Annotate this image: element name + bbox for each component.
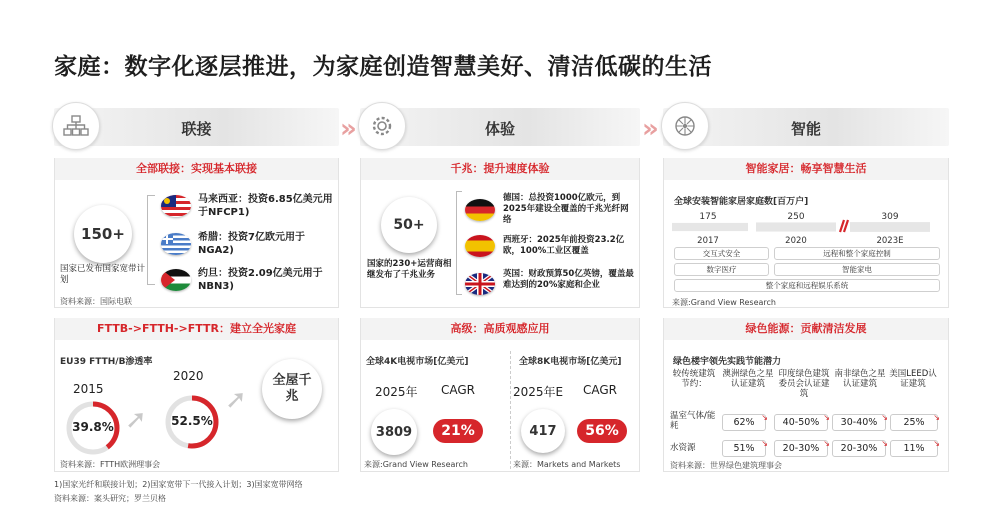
panel-title: 绿色能源：贡献清洁发展 bbox=[664, 318, 948, 340]
malaysia-text: 马来西亚：投资6.85亿美元用于NFCP1) bbox=[198, 194, 333, 218]
tv4k-cagr-badge bbox=[433, 419, 483, 443]
down-arrow-icon: ↘ bbox=[933, 413, 940, 422]
col-header: 美国LEED认证建筑 bbox=[889, 369, 937, 389]
column-label: 体验 bbox=[484, 120, 515, 138]
footnote: 1)国家光纤和联接计划；2)国家宽带下一代接入计划；3)国家宽带网络 bbox=[54, 480, 303, 489]
chevron-right-icon: » bbox=[642, 114, 659, 144]
column-header-connect bbox=[54, 108, 339, 146]
jordan-text: 约旦：投资2.09亿美元用于NBN3) bbox=[198, 268, 323, 292]
tv8k-value-circle bbox=[521, 409, 565, 453]
source-note: 资料来源：国际电联 bbox=[60, 297, 132, 306]
panel-advanced bbox=[360, 318, 640, 472]
smart-home-chart bbox=[672, 205, 942, 245]
panel-title: FTTB->FTTH->FTTR：建立全光家庭 bbox=[55, 318, 338, 340]
value-cell bbox=[832, 440, 886, 457]
growth-arrow-icon: ➚ bbox=[125, 405, 147, 435]
tv8k-value: 417 bbox=[529, 423, 557, 439]
col-header: 印度绿色建筑委员会认证建筑 bbox=[778, 369, 830, 399]
cell-value: 62% bbox=[733, 417, 755, 428]
countries-count: 150+ bbox=[81, 225, 125, 243]
down-arrow-icon: ↘ bbox=[881, 413, 888, 422]
tag-remote-control: 远程和整个家庭控制 bbox=[774, 247, 940, 260]
value-cell bbox=[722, 440, 766, 457]
uk-flag-icon bbox=[465, 273, 495, 295]
cell-value: 20-30% bbox=[840, 443, 878, 454]
column-label: 智能 bbox=[790, 120, 821, 138]
tv4k-value-circle bbox=[371, 409, 417, 455]
chevron-right-icon: » bbox=[340, 114, 357, 144]
value-cell bbox=[774, 440, 828, 457]
page-title: 家庭：数字化逐层推进，为家庭创造智慧美好、清洁低碳的生活 bbox=[54, 54, 712, 80]
whole-home-gigabit-badge bbox=[262, 359, 322, 419]
tv8k-cagr-label: CAGR bbox=[583, 383, 618, 397]
chart-label: 全球安装智能家居家庭数[百万户] bbox=[674, 197, 809, 207]
panel-fttr bbox=[54, 318, 339, 472]
penetration-value: 39.8% bbox=[72, 420, 114, 434]
bar-value-label: 309 bbox=[881, 212, 899, 222]
tv4k-year: 2025年 bbox=[375, 385, 418, 399]
jordan-flag-icon bbox=[161, 269, 191, 291]
down-arrow-icon: ↘ bbox=[933, 439, 940, 448]
tv8k-year: 2025年E bbox=[513, 385, 564, 399]
uk-text: 英国：财政预算50亿英镑，覆盖最难达到的20%家庭和企业 bbox=[503, 269, 634, 290]
cell-value: 40-50% bbox=[782, 417, 820, 428]
column-label: 联接 bbox=[181, 120, 212, 138]
divider bbox=[510, 351, 511, 469]
value-cell bbox=[890, 440, 938, 457]
panel-gigabit bbox=[360, 158, 640, 308]
column-header-experience bbox=[360, 108, 640, 146]
countries-desc: 国家已发布国家宽带计划 bbox=[60, 264, 146, 285]
panel-title: 智能家居：畅享智慧生活 bbox=[664, 158, 948, 180]
greece-text: 希腊：投资7亿欧元用于NGA2) bbox=[198, 232, 305, 256]
down-arrow-icon: ↘ bbox=[761, 413, 768, 422]
bar bbox=[850, 222, 930, 232]
value-cell bbox=[832, 414, 886, 431]
cell-value: 30-40% bbox=[840, 417, 878, 428]
cell-value: 11% bbox=[903, 443, 925, 454]
spain-text: 西班牙：2025年前投资23.2亿欧，100%工业区覆盖 bbox=[503, 235, 625, 256]
countries-count-circle bbox=[74, 205, 132, 263]
bracket bbox=[147, 195, 155, 285]
source-note: 资料来源：FTTH欧洲理事会 bbox=[60, 460, 161, 469]
col-header: 澳洲绿色之星认证建筑 bbox=[722, 369, 774, 389]
cell-value: 51% bbox=[733, 443, 755, 454]
cell-value: 25% bbox=[903, 417, 925, 428]
row-label: 温室气体/能耗 bbox=[670, 411, 716, 431]
countries-count-circle bbox=[381, 197, 437, 253]
value-cell bbox=[774, 414, 828, 431]
tag-interactive-security: 交互式安全 bbox=[674, 247, 769, 260]
penetration-value: 52.5% bbox=[171, 414, 213, 428]
row-label: 水资源 bbox=[670, 443, 696, 453]
panel-title: 高级：高质观感应用 bbox=[361, 318, 639, 340]
category-label: 2017 bbox=[697, 236, 719, 245]
row-header: 较传统建筑节约： bbox=[672, 369, 716, 389]
chart-subtitle: EU39 FTTH/B渗透率 bbox=[60, 357, 153, 367]
green-subtitle: 绿色楼宇领先实践节能潜力 bbox=[673, 357, 782, 367]
spain-flag-icon bbox=[465, 235, 495, 257]
down-arrow-icon: ↘ bbox=[881, 439, 888, 448]
bar-value-label: 175 bbox=[699, 212, 717, 222]
tv4k-cagr-label: CAGR bbox=[441, 383, 476, 397]
tag-digital-health: 数字医疗 bbox=[674, 263, 769, 276]
year-label: 2015 bbox=[73, 382, 104, 396]
bracket bbox=[456, 191, 462, 295]
category-label: 2020 bbox=[785, 236, 807, 245]
panel-full-connection bbox=[54, 158, 339, 308]
source-note: 资料来源：世界绿色建筑理事会 bbox=[670, 461, 782, 470]
tv4k-value: 3809 bbox=[375, 424, 413, 440]
bar bbox=[756, 222, 836, 231]
down-arrow-icon: ↘ bbox=[823, 439, 830, 448]
value-cell bbox=[890, 414, 938, 431]
panel-green-energy bbox=[663, 318, 949, 472]
germany-text: 德国：总投资1000亿欧元，到2025年建设全覆盖的千兆光纤网络 bbox=[503, 193, 629, 225]
countries-count: 50+ bbox=[393, 217, 425, 233]
growth-arrow-icon: ➚ bbox=[225, 385, 247, 415]
tv8k-cagr: 56% bbox=[585, 423, 619, 439]
source-note: 来源：Markets and Markets bbox=[513, 460, 621, 469]
malaysia-flag-icon bbox=[161, 195, 191, 217]
source-note: 来源:Grand View Research bbox=[672, 298, 776, 307]
footnote-source: 资料来源：案头研究；罗兰贝格 bbox=[54, 494, 166, 503]
value-cell bbox=[722, 414, 766, 431]
axis-break-marker bbox=[840, 220, 848, 232]
down-arrow-icon: ↘ bbox=[823, 413, 830, 422]
bar-value-label: 250 bbox=[787, 212, 805, 222]
column-header-intelligence bbox=[663, 108, 949, 146]
year-label: 2020 bbox=[173, 369, 204, 383]
down-arrow-icon: ↘ bbox=[761, 439, 768, 448]
germany-flag-icon bbox=[465, 199, 495, 221]
tv4k-label: 全球4K电视市场[亿美元] bbox=[366, 357, 469, 367]
tag-entertainment: 整个家庭和远程娱乐系统 bbox=[674, 279, 940, 292]
category-label: 2023E bbox=[876, 236, 904, 245]
tv8k-cagr-badge bbox=[577, 419, 627, 443]
tag-smart-appliance: 智能家电 bbox=[774, 263, 940, 276]
badge-text: 全屋千兆 bbox=[272, 373, 312, 404]
panel-smart-home bbox=[663, 158, 949, 308]
tv4k-cagr: 21% bbox=[441, 423, 475, 439]
panel-title: 千兆：提升速度体验 bbox=[361, 158, 639, 180]
cell-value: 20-30% bbox=[782, 443, 820, 454]
panel-title: 全部联接：实现基本联接 bbox=[55, 158, 338, 180]
tv8k-label: 全球8K电视市场[亿美元] bbox=[519, 357, 622, 367]
bar bbox=[672, 223, 748, 231]
greece-flag-icon bbox=[161, 233, 191, 255]
operators-desc: 国家的230+运营商相继发布了千兆业务 bbox=[367, 259, 452, 280]
source-note: 来源:Grand View Research bbox=[364, 460, 468, 469]
col-header: 南非绿色之星认证建筑 bbox=[834, 369, 886, 389]
